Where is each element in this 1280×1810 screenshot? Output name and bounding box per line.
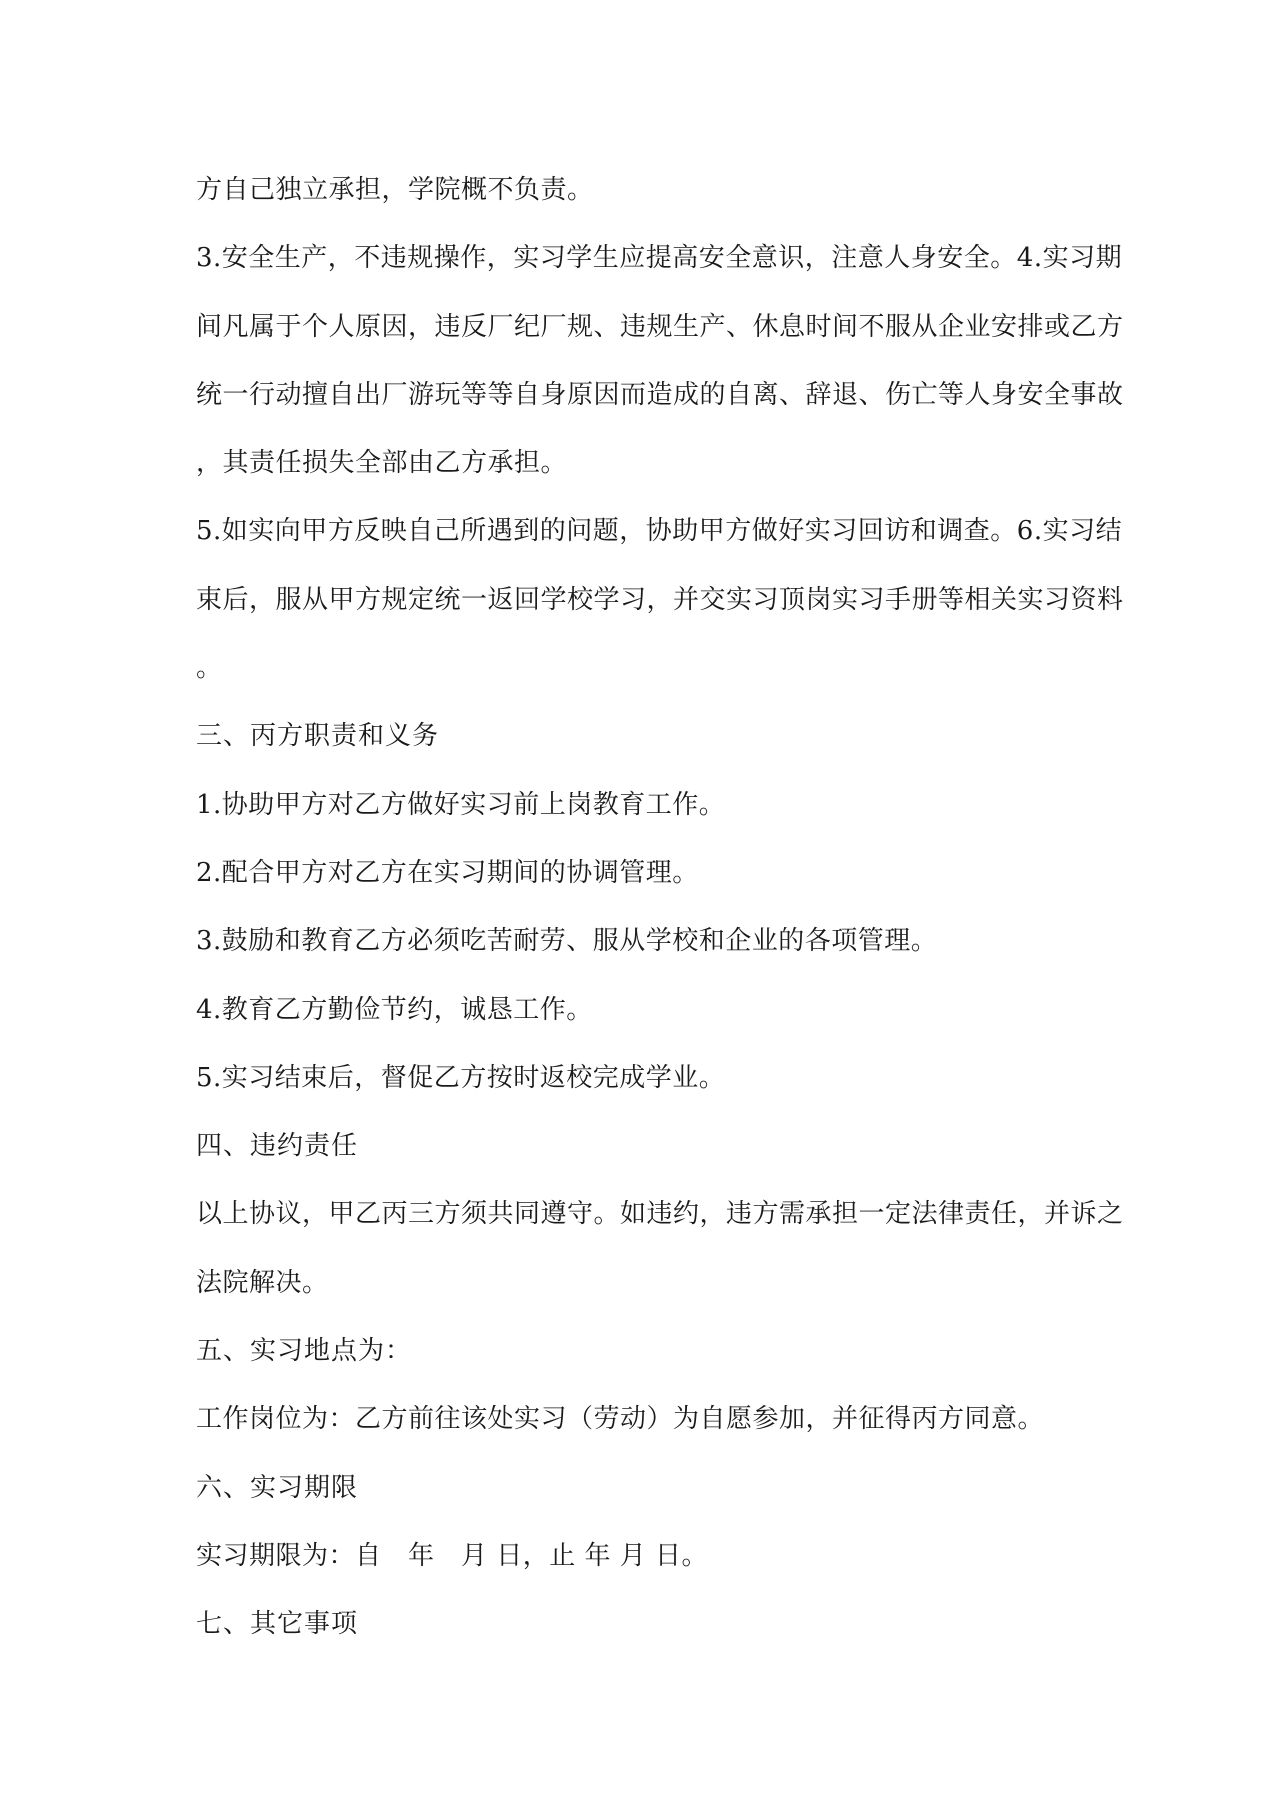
section-heading-4: 四、违约责任 [196, 1131, 359, 1162]
paragraph-line: 束后，服从甲方规定统一返回学校学习，并交实习顶岗实习手册等相关实习资料 [196, 584, 1124, 615]
list-item: 4.教育乙方勤俭节约，诚恳工作。 [196, 994, 593, 1025]
list-item: 5.实习结束后，督促乙方按时返校完成学业。 [196, 1062, 726, 1093]
list-item: 1.协助甲方对乙方做好实习前上岗教育工作。 [196, 789, 726, 820]
section-heading-7: 七、其它事项 [196, 1609, 359, 1640]
paragraph-line: 。 [196, 653, 223, 684]
list-item: 2.配合甲方对乙方在实习期间的协调管理。 [196, 857, 699, 888]
paragraph-line: 以上协议，甲乙丙三方须共同遵守。如违约，违方需承担一定法律责任，并诉之 [196, 1199, 1124, 1230]
paragraph-line: 实习期限为：自 年 月 日，止 年 月 日。 [196, 1540, 709, 1571]
paragraph-line: 法院解决。 [196, 1267, 329, 1298]
section-heading-6: 六、实习期限 [196, 1472, 359, 1503]
paragraph-line: 间凡属于个人原因，违反厂纪厂规、违规生产、休息时间不服从企业安排或乙方 [196, 311, 1124, 342]
list-item: 3.鼓励和教育乙方必须吃苦耐劳、服从学校和企业的各项管理。 [196, 926, 938, 957]
paragraph-line: 3.安全生产，不违规操作，实习学生应提高安全意识，注意人身安全。4.实习期 [196, 243, 1123, 274]
paragraph-line: 统一行动擅自出厂游玩等等自身原因而造成的自离、辞退、伤亡等人身安全事故 [196, 379, 1124, 410]
paragraph-line: 5.如实向甲方反映自己所遇到的问题，协助甲方做好实习回访和调查。6.实习结 [196, 516, 1123, 547]
paragraph-line: ，其责任损失全部由乙方承担。 [196, 448, 568, 479]
section-heading-3: 三、丙方职责和义务 [196, 721, 440, 752]
section-heading-5: 五、实习地点为： [196, 1336, 413, 1367]
paragraph-line: 方自己独立承担，学院概不负责。 [196, 175, 594, 205]
paragraph-line: 工作岗位为：乙方前往该处实习（劳动）为自愿参加，并征得丙方同意。 [196, 1404, 1045, 1435]
document-body [196, 156, 1124, 1659]
